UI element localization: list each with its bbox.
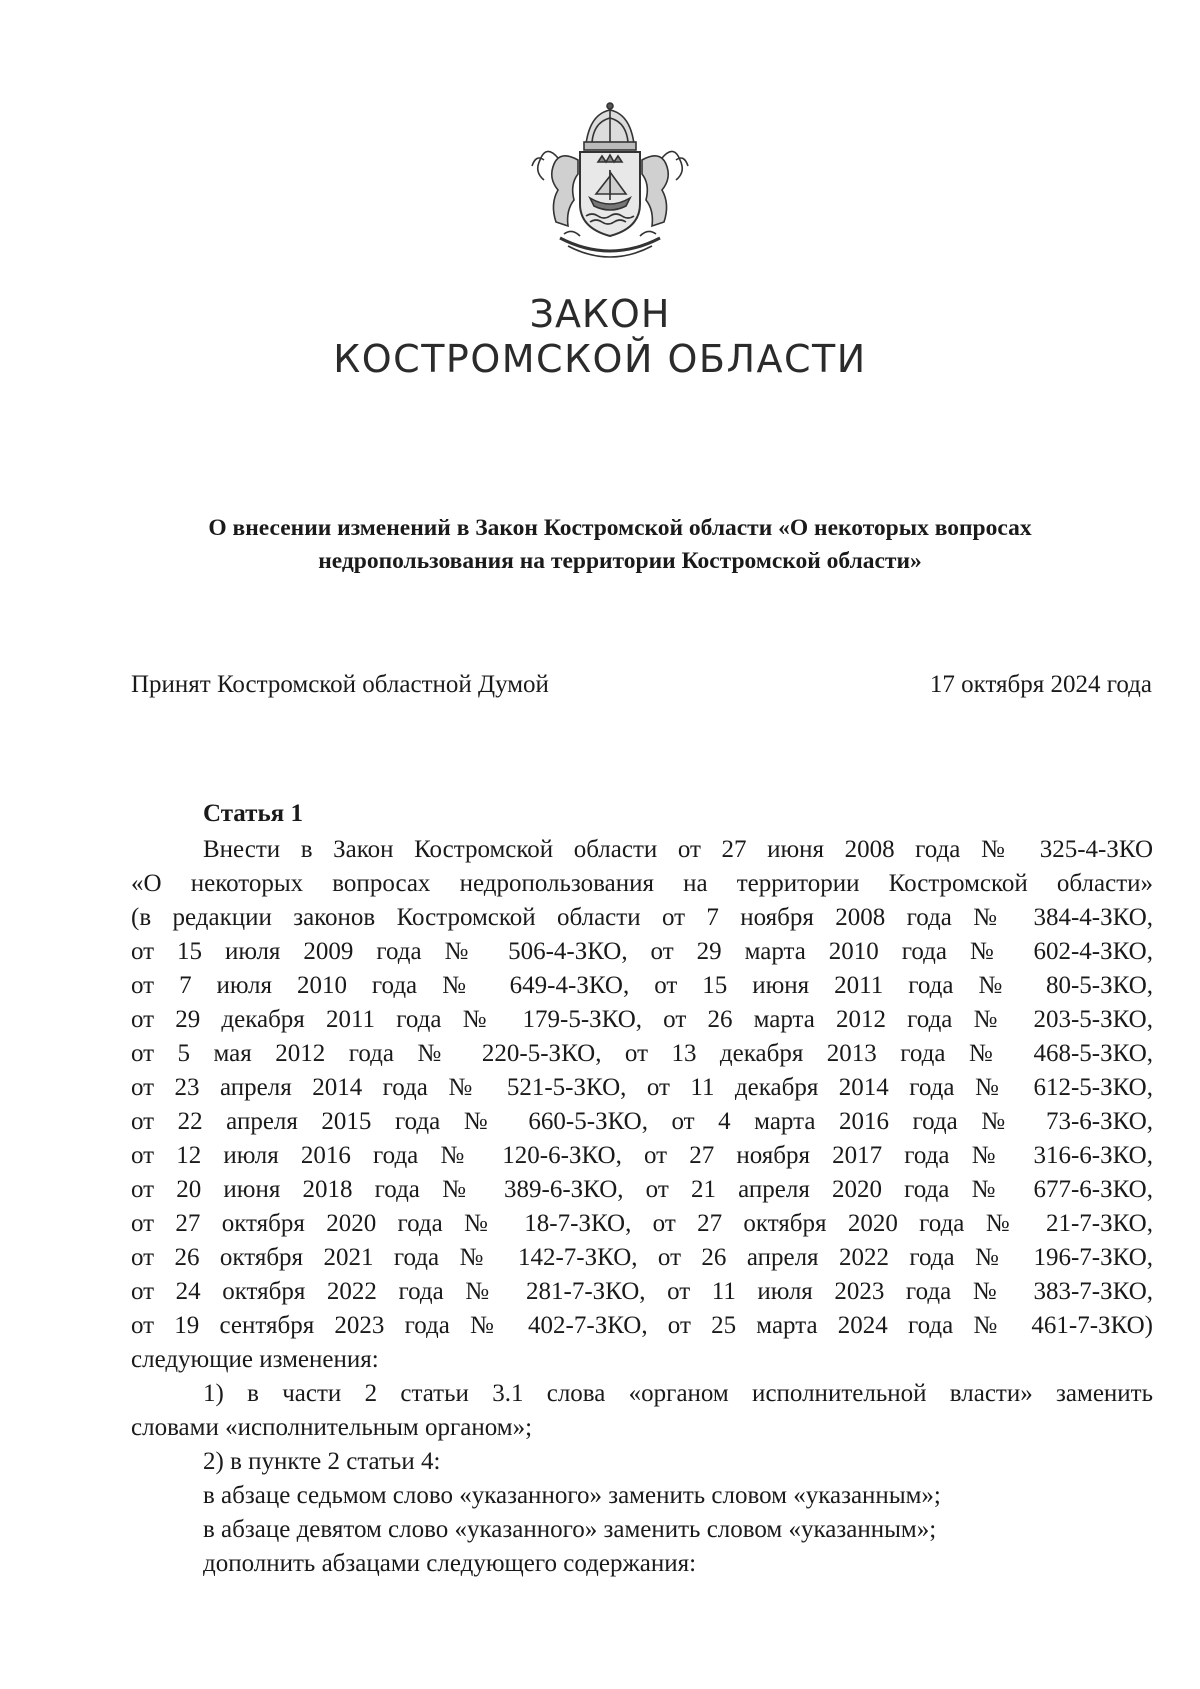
body-line: от 5 мая 2012 года № 220-5-ЗКО, от 13 декабря 2013 года № 468-5-ЗКО, xyxy=(131,1040,1153,1067)
body-line: от 27 октября 2020 года № 18-7-ЗКО, от 27 октября 2020 года № 21-7-ЗКО, xyxy=(131,1210,1153,1237)
body-line: от 26 октября 2021 года № 142-7-ЗКО, от 26 апреля 2022 года № 196-7-ЗКО, xyxy=(131,1244,1153,1271)
list-item-2-paragraph: дополнить абзацами следующего содержания: xyxy=(203,1550,697,1577)
body-line: от 22 апреля 2015 года № 660-5-ЗКО, от 4 марта 2016 года № 73-6-ЗКО, xyxy=(131,1108,1153,1135)
body-line: от 19 сентября 2023 года № 402-7-ЗКО, от 25 марта 2024 года № 461-7-ЗКО) xyxy=(131,1312,1153,1339)
list-item-2: 2) в пункте 2 статьи 4: xyxy=(203,1448,441,1475)
article-heading: Статья 1 xyxy=(203,800,303,827)
article-body xyxy=(131,833,1153,1581)
list-item-1: 1) в части 2 статьи 3.1 слова «органом исполнительной власти» заменить xyxy=(203,1380,1153,1407)
body-line: от 24 октября 2022 года № 281-7-ЗКО, от 11 июля 2023 года № 383-7-ЗКО, xyxy=(131,1278,1153,1305)
adopted-by: Принят Костромской областной Думой xyxy=(131,671,549,698)
list-item-2-paragraph: в абзаце седьмом слово «указанного» заменить словом «указанным»; xyxy=(203,1482,941,1509)
body-line: от 15 июля 2009 года № 506-4-ЗКО, от 29 марта 2010 года № 602-4-ЗКО, xyxy=(131,938,1153,965)
law-subject-line: недропользования на территории Костромской области» xyxy=(318,548,922,574)
list-item-2-paragraph: в абзаце девятом слово «указанного» заменить словом «указанным»; xyxy=(203,1516,937,1543)
law-subject-line: О внесении изменений в Закон Костромской области «О некоторых вопросах xyxy=(208,515,1032,541)
body-line: «О некоторых вопросах недропользования на территории Костромской области» xyxy=(131,870,1153,897)
body-line: Внести в Закон Костромской области от 27 июня 2008 года № 325-4-ЗКО xyxy=(203,836,1153,863)
kostroma-coat-of-arms-icon xyxy=(520,100,700,268)
adopted-date: 17 октября 2024 года xyxy=(929,671,1152,698)
body-line: от 7 июля 2010 года № 649-4-ЗКО, от 15 июня 2011 года № 80-5-ЗКО, xyxy=(131,972,1153,999)
body-line: от 29 декабря 2011 года № 179-5-ЗКО, от 26 марта 2012 года № 203-5-ЗКО, xyxy=(131,1006,1153,1033)
body-line: от 20 июня 2018 года № 389-6-ЗКО, от 21 апреля 2020 года № 677-6-ЗКО, xyxy=(131,1176,1153,1203)
body-line: от 12 июля 2016 года № 120-6-ЗКО, от 27 ноября 2017 года № 316-6-ЗКО, xyxy=(131,1142,1153,1169)
body-line: от 23 апреля 2014 года № 521-5-ЗКО, от 11 декабря 2014 года № 612-5-ЗКО, xyxy=(131,1074,1153,1101)
law-title: ЗАКОН xyxy=(529,292,671,336)
body-line: следующие изменения: xyxy=(131,1346,379,1373)
body-line: (в редакции законов Костромской области от 7 ноября 2008 года № 384-4-ЗКО, xyxy=(131,904,1153,931)
law-region-title: КОСТРОМСКОЙ ОБЛАСТИ xyxy=(333,337,867,381)
law-subject xyxy=(120,512,1120,578)
list-item-1-continued: словами «исполнительным органом»; xyxy=(131,1414,533,1441)
